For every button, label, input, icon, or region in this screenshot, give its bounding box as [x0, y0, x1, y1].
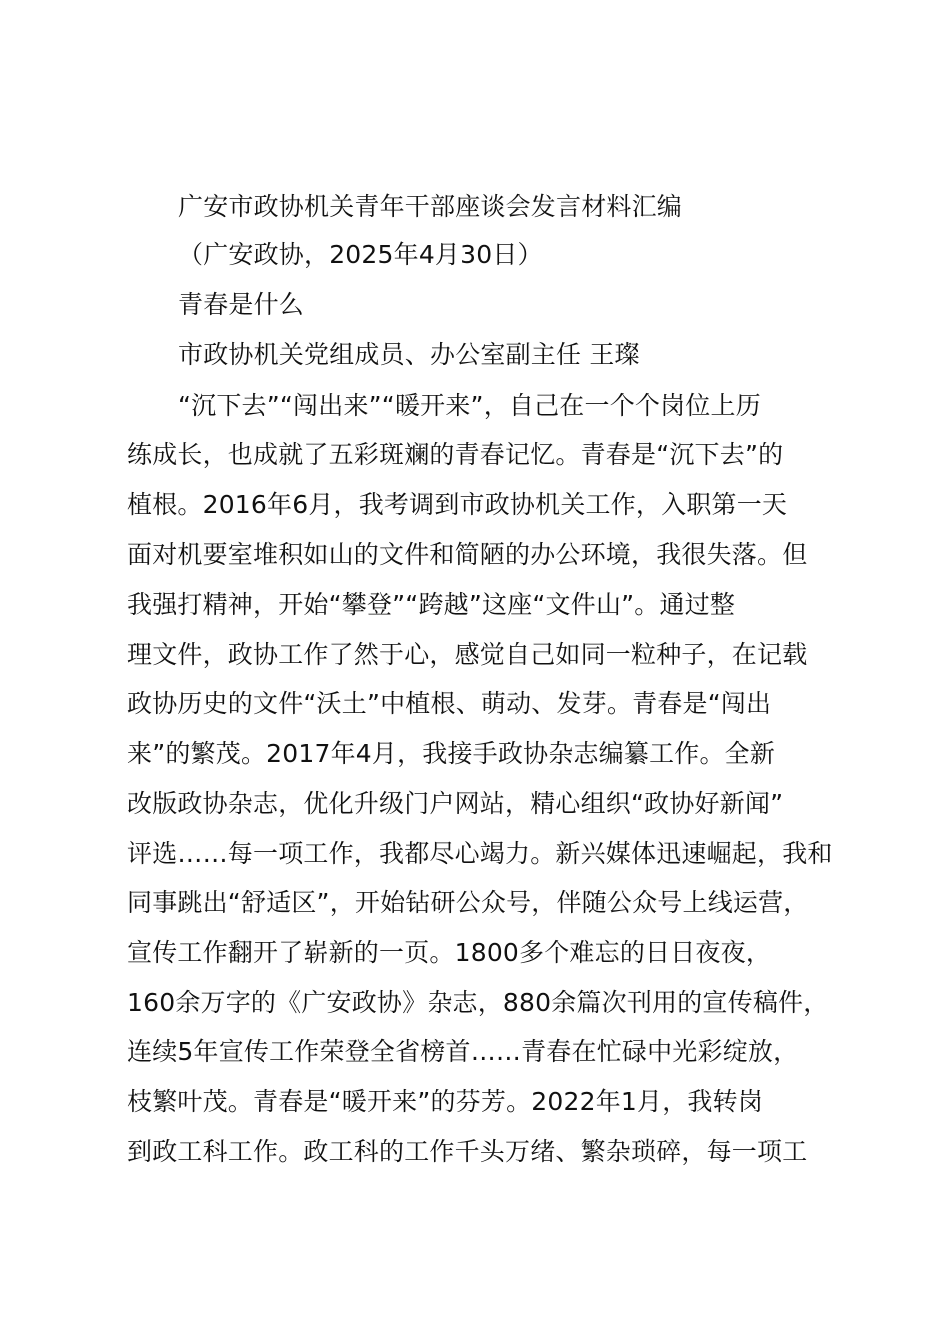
- body-line: 植根。2016年6月，我考调到市政协机关工作，入职第一天: [127, 490, 788, 519]
- body-line: 练成长，也成就了五彩斑斓的青春记忆。青春是“沉下去”的: [127, 440, 784, 469]
- body-line: 政协历史的文件“沃土”中植根、萌动、发芽。青春是“闯出: [127, 689, 772, 718]
- body-line: 理文件，政协工作了然于心，感觉自己如同一粒种子，在记载: [127, 640, 808, 669]
- body-line: 我强打精神，开始“攀登”“跨越”这座“文件山”。通过整: [127, 590, 736, 619]
- body-line: 到政工科工作。政工科的工作千头万绪、繁杂琐碎，每一项工: [127, 1137, 808, 1166]
- body-line: 枝繁叶茂。青春是“暖开来”的芬芳。2022年1月，我转岗: [127, 1087, 764, 1116]
- speaker-line: 市政协机关党组成员、办公室副主任 王璨: [178, 340, 640, 369]
- body-line: “沉下去”“闯出来”“暖开来”，自己在一个个岗位上历: [178, 391, 761, 420]
- body-line: 160余万字的《广安政协》杂志，880余篇次刊用的宣传稿件，: [127, 988, 829, 1017]
- document-source-line: （广安政协，2025年4月30日）: [178, 240, 543, 269]
- body-line: 同事跳出“舒适区”，开始钻研公众号，伴随公众号上线运营，: [127, 888, 809, 917]
- section-title: 青春是什么: [178, 290, 305, 319]
- body-line: 改版政协杂志，优化升级门户网站，精心组织“政协好新闻”: [127, 789, 784, 818]
- body-line: 宣传工作翻开了崭新的一页。1800多个难忘的日日夜夜，: [127, 938, 772, 967]
- document-title: 广安市政协机关青年干部座谈会发言材料汇编: [178, 192, 683, 221]
- body-line: 面对机要室堆积如山的文件和简陋的办公环境，我很失落。但: [127, 540, 808, 569]
- body-line: 评选……每一项工作，我都尽心竭力。新兴媒体迅速崛起，我和: [127, 839, 833, 868]
- body-line: 来”的繁茂。2017年4月，我接手政协杂志编纂工作。全新: [127, 739, 776, 768]
- body-line: 连续5年宣传工作荣登全省榜首……青春在忙碌中光彩绽放，: [127, 1037, 799, 1066]
